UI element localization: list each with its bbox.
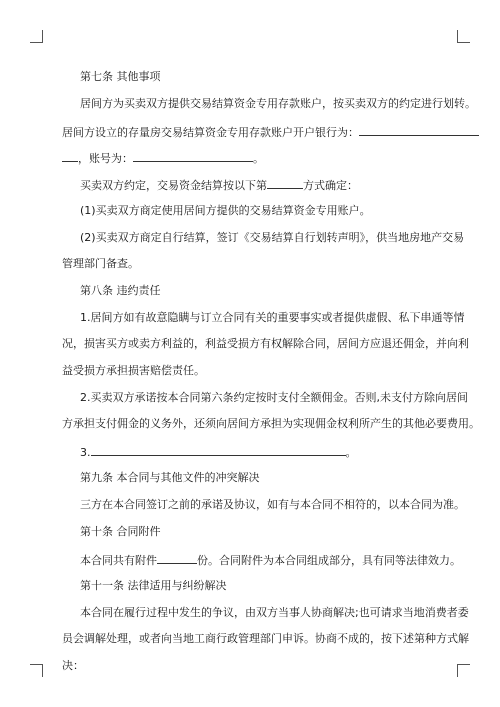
article7-heading: 第七条 其他事项 xyxy=(80,70,161,83)
article8-item-1-line-2: 况，损害买方或卖方利益的，利益受损方有权解除合同，居间方应退还佣金，并向利 xyxy=(62,337,469,350)
article10-paragraph xyxy=(80,552,461,568)
item-3-field[interactable] xyxy=(91,444,346,456)
account-label: ，账号为： xyxy=(78,152,133,165)
attachment-count-field[interactable] xyxy=(157,552,197,564)
article8-item-2-line-2: 方承担支付佣金的义务外，还须向居间方承担为实现佣金权利所产生的其他必要费用。 xyxy=(62,417,480,430)
article8-item-1-line-3: 益受损方承担损害赔偿责任。 xyxy=(62,364,205,377)
bank-label: 居间方设立的存量房交易结算资金专用存款账户开户银行为： xyxy=(62,126,359,139)
period: 。 xyxy=(253,152,264,165)
period: 。 xyxy=(345,446,357,459)
attachments-label-tail: 份。合同附件为本合同组成部分，具有同等法律效力。 xyxy=(197,554,461,567)
crop-mark-top-right xyxy=(457,30,470,43)
article7-paragraph-2-line-2 xyxy=(62,150,264,166)
article9-paragraph: 三方在本合同签订之前的承诺及协议，如有与本合同不相符的，以本合同为准。 xyxy=(80,498,465,511)
bank-name-field[interactable] xyxy=(359,124,479,136)
article10-heading: 第十条 合同附件 xyxy=(80,525,161,538)
settlement-label: 买卖双方约定，交易资金结算按以下第 xyxy=(80,179,267,192)
article8-item-2-line-1: 2.买卖双方承诺按本合同第六条约定按时支付全额佣金。否则,未支付方除向居间 xyxy=(80,391,468,404)
crop-mark-bottom-right xyxy=(457,664,470,677)
article7-paragraph-1: 居间方为买卖双方提供交易结算资金专用存款账户，按买卖双方的约定进行划转。 xyxy=(80,97,476,110)
bank-name-field-continued[interactable] xyxy=(62,150,78,162)
article7-paragraph-2-line-1 xyxy=(62,124,479,140)
article7-option-1: (1)买卖双方商定使用居间方提供的交易结算资金专用账户。 xyxy=(80,204,371,217)
article7-paragraph-3 xyxy=(80,177,358,193)
attachments-label: 本合同共有附件 xyxy=(80,554,157,567)
article8-item-1-line-1: 1.居间方如有故意隐瞒与订立合同有关的重要事实或者提供虚假、私下串通等情 xyxy=(80,311,465,324)
crop-mark-top-left xyxy=(30,30,43,43)
item-3-number: 3. xyxy=(80,446,91,459)
settlement-label-tail: 方式确定： xyxy=(303,179,358,192)
article11-paragraph-line-2: 员会调解处理，或者向当地工商行政管理部门申诉。协商不成的，按下述第种方式解 xyxy=(62,632,469,645)
settlement-method-field[interactable] xyxy=(267,177,303,189)
crop-mark-bottom-left xyxy=(30,664,43,677)
article8-item-3 xyxy=(80,444,357,460)
article7-option-2-line-1: (2)买卖双方商定自行结算，签订《交易结算自行划转声明》，供当地房地产交易 xyxy=(80,231,465,244)
article7-option-2-line-2: 管理部门备查。 xyxy=(62,257,139,270)
article8-heading: 第八条 违约责任 xyxy=(80,284,161,297)
article11-paragraph-line-1: 本合同在履行过程中发生的争议，由双方当事人协商解决;也可请求当地消费者委 xyxy=(80,606,469,619)
account-number-field[interactable] xyxy=(133,150,253,162)
article11-paragraph-line-3: 决： xyxy=(62,659,84,672)
article11-heading: 第十一条 法律适用与纠纷解决 xyxy=(80,579,227,592)
article9-heading: 第九条 本合同与其他文件的冲突解决 xyxy=(80,471,260,484)
